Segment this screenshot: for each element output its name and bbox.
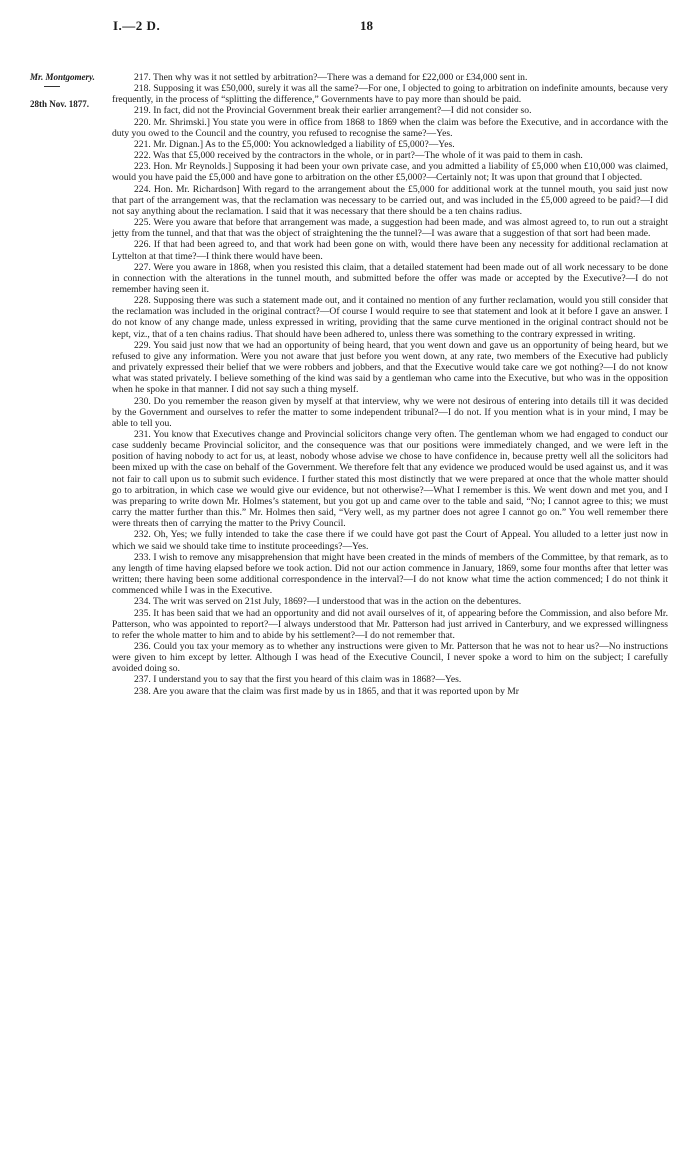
question-227: 227. Were you aware in 1868, when you resisted this claim, that a detailed statement had been made out of all work necessary to be done in connection with the alterations in the tunnel mouth, and submitted before the offer was made or accepted by the Executive?—I do not remember having seen it.	[112, 261, 668, 295]
question-223: 223. Hon. Mr Reynolds.] Supposing it had been your own private case, and you admitted a liability of £5,000 when £10,000 was claimed, would you have paid the £5,000 and have gone to arbitration on the other £5,000?—Certainly not; It was upon that ground that I objected.	[112, 161, 668, 184]
question-235: 235. It has been said that we had an opportunity and did not avail ourselves of it, of appearing before the Commission, and also before Mr. Patterson, who was appointed to report?—I always understood that Mr. Patterson had just arrived in Canterbury, and we expressed willingness to refer the whole matter to him and to abide by his settlement?—I do not remember that.	[112, 607, 668, 641]
question-228: 228. Supposing there was such a statement made out, and it contained no mention of any further reclamation, would you still consider that the reclamation was included in the original contract?—Of course I would require to see that statement and look at it before I gave an answer. I do not know of any change made, unless expressed in writing, providing that the same curve mentioned in the original contract should not be kept, viz., that of a ten chains radius. That should have been adhered to, unless there was something to the contrary expressed in writing.	[112, 295, 668, 340]
question-224: 224. Hon. Mr. Richardson] With regard to the arrangement about the £5,000 for additional work at the tunnel mouth, you said just now that part of the arrangement was, that the reclamation was necessary to be carried out, and was included in the £5,000 agreed to be paid?—I did not say anything about the reclamation. I said that it was necessary that there should be a ten chains radius.	[112, 183, 668, 217]
testimony-body	[112, 72, 668, 697]
document-reference: I.—2 D.	[113, 18, 161, 33]
question-232: 232. Oh, Yes; we fully intended to take the case there if we could have got past the Court of Appeal. You alluded to a letter just now in which we said we should take time to institute proceedings?—Yes.	[112, 529, 668, 552]
question-217: 217. Then why was it not settled by arbitration?—There was a demand for £22,000 or £34,000 sent in.	[134, 72, 528, 83]
question-233: 233. I wish to remove any misapprehension that might have been created in the minds of members of the Committee, by that remark, as to any length of time having elapsed before we took action. Did not our action commence in January, 1869, some four months after that letter was written; there having been some additional correspondence in the interval?—I do not know what time the action commenced; I do not think it commenced while I was in the Executive.	[112, 551, 668, 597]
question-226: 226. If that had been agreed to, and that work had been gone on with, would there have been any necessity for additional reclamation at Lyttelton at that time?—I think there would have been.	[112, 239, 668, 262]
page-header	[0, 18, 700, 38]
margin-note	[30, 72, 110, 110]
margin-divider	[44, 86, 60, 87]
question-234: 234. The writ was served on 21st July, 1869?—I understood that was in the action on the debentures.	[134, 596, 522, 608]
question-221: 221. Mr. Dignan.] As to the £5,000: You acknowledged a liability of £5,000?—Yes.	[134, 138, 455, 150]
question-231: 231. You know that Executives change and Provincial solicitors change very often. The gentleman whom we had engaged to conduct our case suddenly became Provincial solicitor, and the consequence was that our positions were immediately changed, and we were left in the position of having nobody to act for us, at least, nobody whose advise we chose to have confidence in, because pretty well all the solicitors had been mixed up with the case on behalf of the Government. We therefore felt that any evidence we produced would be used against us, and it was not fair to call upon us to submit such evidence. I further stated this most distinctly that we were prepared at once that the whole matter should go to arbitration, in which case we would give our evidence, but not otherwise?—What I remember is this. We went down and met you, and I was preparing to write down Mr. Holmes’s statement, but you got up and came over to the table and said, “No; I cannot agree to this; we must carry the matter further than this.” Mr. Holmes then said, “Very well, as my partner does not agree I cannot go on.” You well remember there were threats then of carrying the matter to the Privy Council.	[112, 429, 668, 530]
question-229: 229. You said just now that we had an opportunity of being heard, that you went down and gave us an opportunity of being heard, but we refused to give any information. Were you not aware that just before you went down, at any rate, two members of the Executive had publicly and privately expressed their belief that we were robbers and jobbers, and that the Executive would take care we got nothing?—I do not know what was stated privately. I believe something of the kind was said by a gentleman who came into the Executive, but who was in the opposition when he spoke in that manner. I did not say such a thing myself.	[112, 339, 668, 396]
question-236: 236. Could you tax your memory as to whether any instructions were given to Mr. Patterson that he was not to hear us?—No instructions were given to him except by letter. Although I was head of the Executive Council, I never spoke a word to him on the subject; I carefully avoided doing so.	[112, 640, 668, 675]
question-238: 238. Are you aware that the claim was first made by us in 1865, and that it was reported upon by Mr	[134, 685, 519, 697]
question-237: 237. I understand you to say that the first you heard of this claim was in 1868?—Yes.	[134, 674, 462, 686]
page-number: 18	[360, 18, 373, 33]
margin-speaker: Mr. Montgomery.	[30, 72, 95, 82]
question-219: 219. In fact, did not the Provincial Government break their earlier arrangement?—I did not consider so.	[134, 105, 532, 117]
question-220: 220. Mr. Shrimski.] You state you were in office from 1868 to 1869 when the claim was before the Executive, and in accordance with the duty you owed to the Council and the country, you refused to recognise the same?—Yes.	[112, 116, 668, 139]
question-218: 218. Supposing it was £50,000, surely it was all the same?—For one, I objected to going to arbitration on indefinite amounts, because very frequently, in the process of “splitting the difference,” Governments have to pay more than should be paid.	[112, 83, 668, 106]
question-230: 230. Do you remember the reason given by myself at that interview, why we were not desirous of entering into details till it was decided by the Government and ourselves to refer the matter to some independent tribunal?—I do not. If you mention what is in your mind, I may be able to tell you.	[112, 395, 668, 429]
question-222: 222. Was that £5,000 received by the contractors in the whole, or in part?—The whole of it was paid to them in cash.	[134, 150, 583, 162]
question-225: 225. Were you aware that before that arrangement was made, a suggestion had been made, and was almost agreed to, to run out a straight jetty from the tunnel, and that that was the object of straightening the the tunnel?—I was aware that a suggestion of that sort had been made.	[112, 217, 668, 240]
margin-date: 28th Nov. 1877.	[30, 99, 90, 109]
